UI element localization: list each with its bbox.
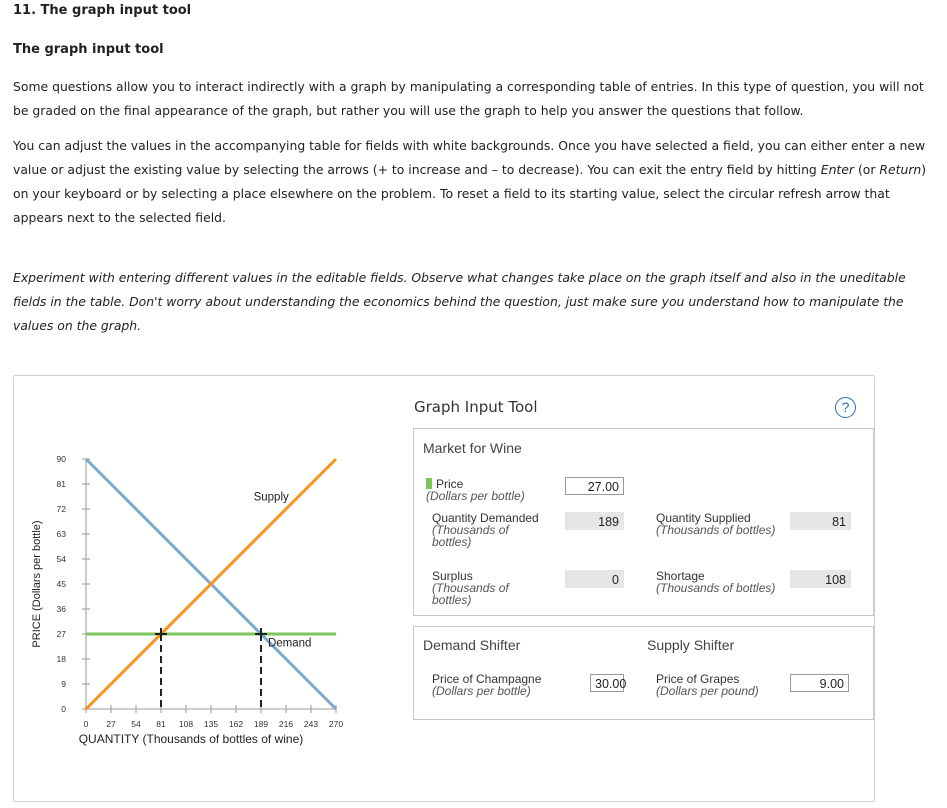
demand-label: Demand — [267, 637, 312, 650]
y-tick-label: 45 — [56, 579, 66, 589]
demand-shifter-heading: Demand Shifter — [423, 637, 521, 653]
question-title: 11. The graph input tool — [13, 3, 192, 18]
quantity-supplied-field: 81 — [790, 512, 851, 530]
instructions-paragraph-1: Some questions allow you to interact indirectly with a graph by manipulating a corresponding table of entries. In this type of question, you will not be graded on the final appearance of the graph, but rather you will use the graph to help you answer the questions that follow. — [13, 79, 924, 118]
price-legend-swatch — [426, 478, 432, 489]
x-tick-label: 270 — [328, 719, 344, 729]
x-tick-label: 135 — [203, 719, 219, 729]
supply-shifter-heading: Supply Shifter — [647, 637, 735, 653]
grapes-price-field[interactable]: 9.00 — [790, 674, 849, 692]
y-tick-label: 81 — [56, 479, 66, 489]
y-tick-label: 0 — [61, 704, 66, 714]
quantity-demanded-field: 189 — [565, 512, 624, 530]
x-tick-label: 162 — [228, 719, 244, 729]
x-tick-label: 54 — [131, 719, 141, 729]
y-tick-label: 18 — [56, 654, 66, 664]
y-tick-label: 90 — [56, 454, 66, 464]
x-tick-label: 108 — [178, 719, 194, 729]
champagne-price-field[interactable]: 30.00 — [590, 674, 624, 692]
section-title: The graph input tool — [13, 42, 164, 57]
y-tick-label: 72 — [56, 504, 66, 514]
x-tick-label: 81 — [156, 719, 166, 729]
y-tick-label: 27 — [56, 629, 66, 639]
shortage-field: 108 — [790, 570, 851, 588]
instructions-paragraph-2: You can adjust the values in the accompanying table for fields with white backgrounds. Once you have selected a field, you can either enter a new value or adjust the existing value by selecting the arrows (+ to increase and – to decrease). You can exit the entry field by hitting Enter (or Return) on your keyboard or by selecting a place elsewhere on the problem. To reset a field to its starting value, select the circular refresh arrow that appears next to the selected field. — [13, 138, 927, 225]
champagne-price-label: Price of Champagne (Dollars per bottle) — [432, 672, 542, 698]
price-field[interactable]: 27.00 — [565, 477, 624, 495]
y-tick-label: 54 — [56, 554, 66, 564]
tool-title: Graph Input Tool — [414, 398, 538, 416]
help-icon[interactable]: ? — [835, 397, 856, 418]
quantity-demanded-label: Quantity Demanded (Thousands of bottles) — [432, 511, 539, 549]
surplus-field: 0 — [565, 570, 624, 588]
y-tick-label: 36 — [56, 604, 66, 614]
x-axis-title: QUANTITY (Thousands of bottles of wine) — [78, 732, 304, 746]
market-heading: Market for Wine — [423, 440, 522, 456]
y-tick-label: 9 — [61, 679, 66, 689]
market-table — [413, 428, 874, 616]
wine-market-graph — [14, 444, 359, 758]
quantity-supplied-label: Quantity Supplied (Thousands of bottles) — [656, 511, 776, 537]
x-tick-label: 243 — [303, 719, 319, 729]
surplus-label: Surplus (Thousands of bottles) — [432, 569, 509, 607]
x-tick-label: 27 — [106, 719, 116, 729]
grapes-price-label: Price of Grapes (Dollars per pound) — [656, 672, 759, 698]
x-tick-label: 216 — [278, 719, 294, 729]
shifter-table — [413, 626, 874, 720]
y-axis-title: PRICE (Dollars per bottle) — [31, 520, 43, 648]
shortage-label: Shortage (Thousands of bottles) — [656, 569, 776, 595]
price-label: Price (Dollars per bottle) — [426, 477, 525, 503]
x-tick-label: 189 — [253, 719, 269, 729]
y-tick-label: 63 — [56, 529, 66, 539]
x-tick-label: 0 — [83, 719, 89, 729]
instructions-paragraph-3: Experiment with entering different values in the editable fields. Observe what changes take place on the graph itself and also in the uneditable fields in the table. Don't worry about understanding the economics behind the question, just make sure you understand how to manipulate the values on the graph. — [13, 270, 906, 333]
supply-label: Supply — [253, 491, 289, 504]
